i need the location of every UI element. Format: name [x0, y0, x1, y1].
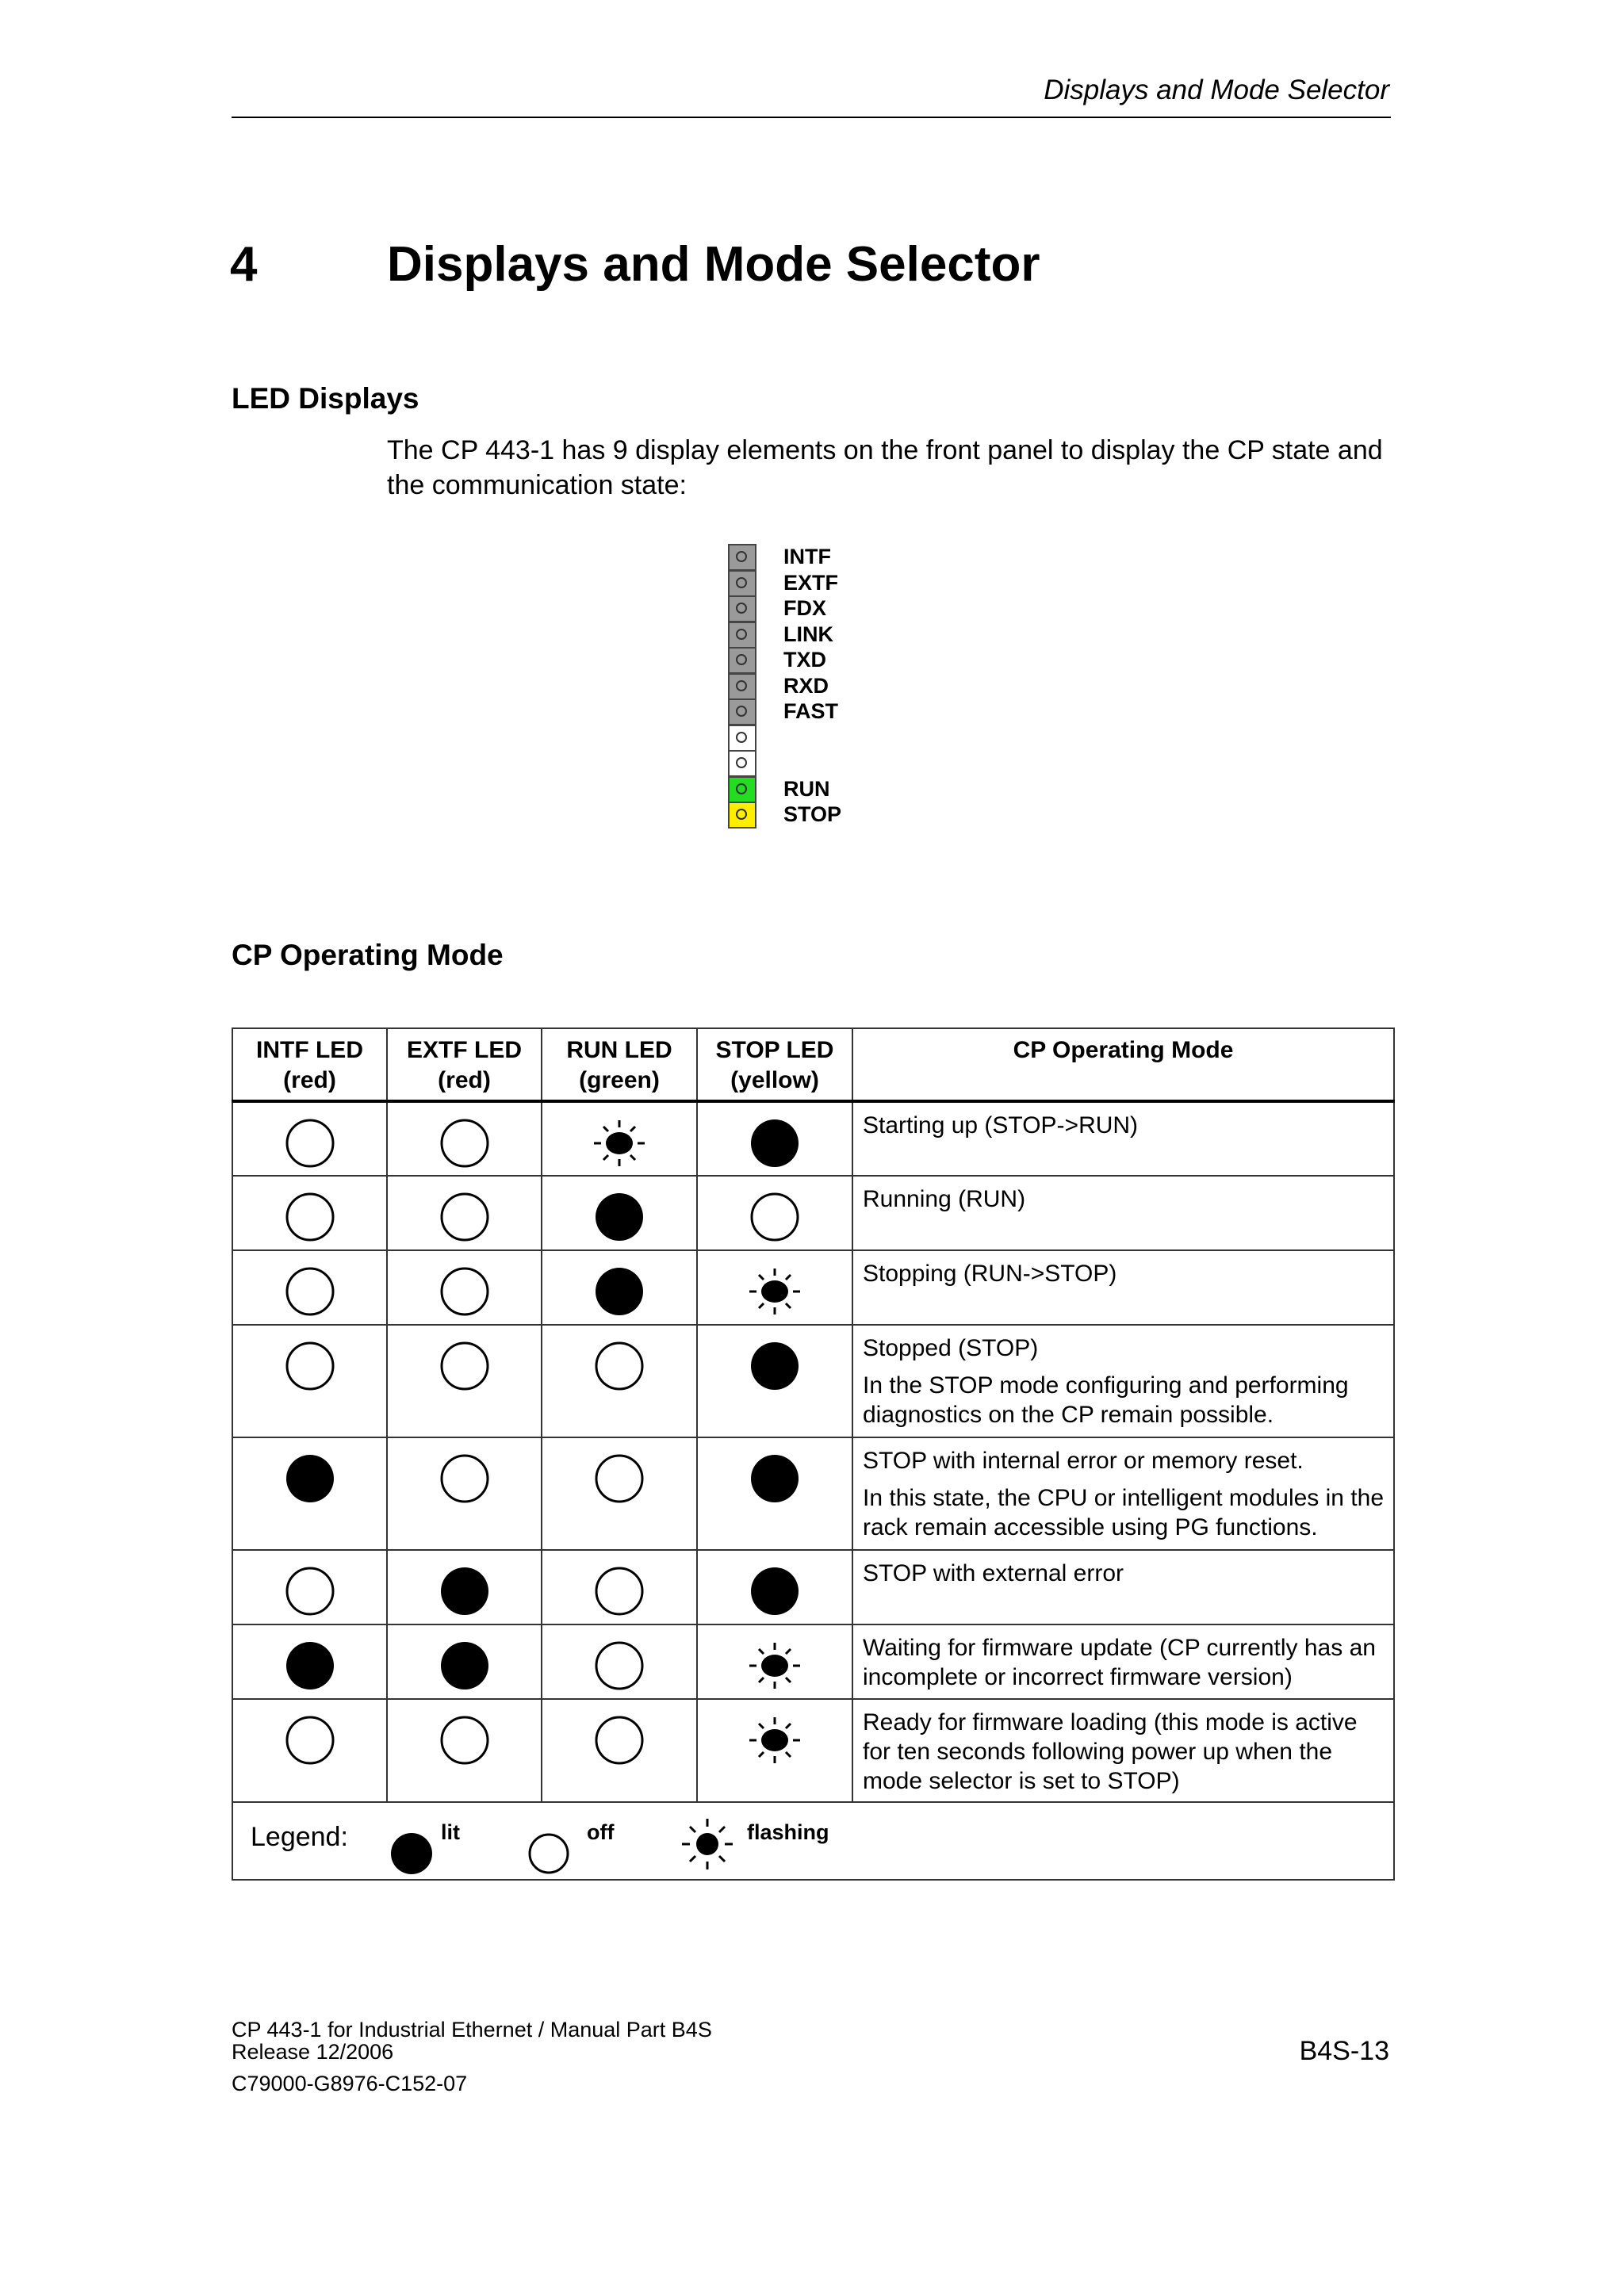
led-off-icon [439, 1452, 491, 1505]
operating-mode-description [852, 1624, 1394, 1699]
header-extf-led: EXTF LED (red) [387, 1028, 542, 1101]
intf-led-cell [232, 1101, 387, 1176]
led-lit-icon [749, 1340, 801, 1392]
led-off-icon [284, 1714, 336, 1766]
legend [232, 1802, 1394, 1880]
legend-flashing-label: flashing [747, 1820, 829, 1844]
led-off-icon [593, 1640, 645, 1692]
led-displays-heading: LED Displays [232, 382, 419, 415]
led-indicator [728, 544, 756, 571]
legend-off-label: off [587, 1820, 615, 1844]
legend-title: Legend: [251, 1822, 348, 1852]
led-lit-icon [439, 1565, 491, 1617]
led-label: RUN [783, 776, 830, 801]
chapter-number: 4 [230, 237, 258, 292]
led-off-icon [284, 1340, 336, 1392]
led-off-icon [439, 1714, 491, 1766]
description-line: Starting up (STOP->RUN) [863, 1112, 1139, 1138]
led-lit-icon [284, 1640, 336, 1692]
led-lamp-icon [736, 809, 747, 820]
led-lamp-icon [736, 680, 747, 691]
led-indicator [728, 647, 756, 674]
stop-led-cell [697, 1624, 852, 1699]
header-rule [232, 117, 1391, 118]
footer-manual-title: CP 443-1 for Industrial Ethernet / Manual Part B4S [232, 2018, 712, 2042]
led-lamp-icon [736, 783, 747, 794]
led-off-icon [284, 1117, 336, 1169]
led-flashing-icon [743, 1265, 806, 1318]
led-lamp-icon [736, 629, 747, 640]
intf-led-cell [232, 1699, 387, 1802]
footer-release: Release 12/2006 [232, 2040, 394, 2064]
table-row [232, 1176, 1394, 1250]
table-header-row [232, 1028, 1394, 1101]
led-lamp-icon [736, 603, 747, 614]
description-line: Stopping (RUN->STOP) [863, 1261, 1117, 1287]
led-indicator [728, 750, 756, 777]
run-led-cell [542, 1325, 697, 1437]
led-flashing-icon [588, 1117, 651, 1169]
description-line: Running (RUN) [863, 1186, 1026, 1212]
legend-lit-label: lit [441, 1820, 460, 1844]
led-off-icon [439, 1265, 491, 1318]
led-label: RXD [783, 673, 829, 698]
description-line: STOP with internal error or memory reset. [863, 1448, 1304, 1474]
led-lamp-icon [736, 706, 747, 717]
legend-row [232, 1802, 1394, 1880]
led-indicator [728, 725, 756, 752]
stop-led-cell [697, 1699, 852, 1802]
led-indicator [728, 673, 756, 700]
run-led-cell [542, 1101, 697, 1176]
extf-led-cell [387, 1250, 542, 1325]
led-flashing-icon [743, 1714, 806, 1766]
description-line: Stopped (STOP) [863, 1335, 1039, 1361]
intf-led-cell [232, 1624, 387, 1699]
led-indicator [728, 802, 756, 828]
extf-led-cell [387, 1624, 542, 1699]
operating-mode-description [852, 1699, 1394, 1802]
header-run-led: RUN LED (green) [542, 1028, 697, 1101]
led-lit-icon [749, 1565, 801, 1617]
stop-led-cell [697, 1325, 852, 1437]
running-header: Displays and Mode Selector [1044, 75, 1389, 105]
led-indicator [728, 776, 756, 803]
operating-mode-description [852, 1101, 1394, 1176]
led-lamp-icon [736, 732, 747, 743]
stop-led-cell [697, 1437, 852, 1550]
led-label: TXD [783, 648, 826, 672]
led-intro-paragraph: The CP 443-1 has 9 display elements on the front panel to display the CP state and the communication state: [387, 435, 1383, 500]
led-off-icon [593, 1714, 645, 1766]
led-lit-icon [439, 1640, 491, 1692]
table-row [232, 1550, 1394, 1624]
intf-led-cell [232, 1550, 387, 1624]
extf-led-cell [387, 1699, 542, 1802]
intf-led-cell [232, 1437, 387, 1550]
operating-mode-table [232, 1027, 1395, 1881]
led-lit-icon [749, 1452, 801, 1505]
legend-lit-icon [388, 1830, 435, 1881]
led-lamp-icon [736, 577, 747, 588]
led-off-icon [284, 1565, 336, 1617]
led-off-icon [284, 1191, 336, 1243]
intf-led-cell [232, 1176, 387, 1250]
operating-mode-description [852, 1550, 1394, 1624]
table-row [232, 1437, 1394, 1550]
table-row [232, 1699, 1394, 1802]
extf-led-cell [387, 1550, 542, 1624]
led-off-icon [439, 1117, 491, 1169]
table-row [232, 1250, 1394, 1325]
operating-mode-description [852, 1250, 1394, 1325]
led-indicator [728, 595, 756, 622]
run-led-cell [542, 1699, 697, 1802]
led-label: FDX [783, 596, 826, 620]
stop-led-cell [697, 1101, 852, 1176]
legend-off-icon [525, 1830, 573, 1881]
led-indicator [728, 570, 756, 597]
intf-led-cell [232, 1325, 387, 1437]
header-intf-led: INTF LED (red) [232, 1028, 387, 1101]
led-lamp-icon [736, 551, 747, 562]
intf-led-cell [232, 1250, 387, 1325]
led-label: FAST [783, 699, 839, 723]
run-led-cell [542, 1550, 697, 1624]
extf-led-cell [387, 1437, 542, 1550]
run-led-cell [542, 1176, 697, 1250]
operating-mode-description [852, 1176, 1394, 1250]
led-off-icon [593, 1565, 645, 1617]
led-off-icon [749, 1191, 801, 1243]
extf-led-cell [387, 1101, 542, 1176]
run-led-cell [542, 1437, 697, 1550]
led-lit-icon [593, 1191, 645, 1243]
led-label: INTF [783, 545, 831, 568]
legend-flashing-icon [676, 1812, 739, 1880]
led-off-icon [439, 1191, 491, 1243]
cp-operating-mode-heading: CP Operating Mode [232, 939, 504, 971]
led-label: EXTF [783, 570, 839, 595]
extf-led-cell [387, 1176, 542, 1250]
led-flashing-icon [743, 1640, 806, 1692]
stop-led-cell [697, 1176, 852, 1250]
stop-led-cell [697, 1250, 852, 1325]
description-line: In this state, the CPU or intelligent modules in the rack remain accessible using PG functions. [863, 1485, 1385, 1540]
footer-order-number: C79000-G8976-C152-07 [232, 2072, 468, 2095]
led-off-icon [593, 1452, 645, 1505]
led-off-icon [284, 1265, 336, 1318]
led-off-icon [439, 1340, 491, 1392]
operating-mode-description [852, 1437, 1394, 1550]
table-row [232, 1624, 1394, 1699]
led-lit-icon [749, 1117, 801, 1169]
led-label: LINK [783, 622, 833, 646]
description-line: Ready for firmware loading (this mode is active for ten seconds following power up when the mode selector is set to STOP) [863, 1709, 1358, 1794]
table-row [232, 1325, 1394, 1437]
led-indicator [728, 622, 756, 649]
header-cp-operating-mode: CP Operating Mode [852, 1028, 1394, 1101]
led-lit-icon [593, 1265, 645, 1318]
led-off-icon [593, 1340, 645, 1392]
table-row [232, 1101, 1394, 1176]
led-indicator [728, 698, 756, 725]
page-number: B4S-13 [1299, 2036, 1389, 2066]
stop-led-cell [697, 1550, 852, 1624]
description-line: In the STOP mode configuring and performing diagnostics on the CP remain possible. [863, 1372, 1349, 1428]
led-label: STOP [783, 802, 842, 826]
description-line: STOP with external error [863, 1560, 1124, 1586]
led-lit-icon [284, 1452, 336, 1505]
extf-led-cell [387, 1325, 542, 1437]
run-led-cell [542, 1624, 697, 1699]
led-lamp-icon [736, 654, 747, 665]
chapter-title: Displays and Mode Selector [387, 237, 1040, 292]
header-stop-led: STOP LED (yellow) [697, 1028, 852, 1101]
operating-mode-description [852, 1325, 1394, 1437]
run-led-cell [542, 1250, 697, 1325]
description-line: Waiting for firmware update (CP currently has an incomplete or incorrect firmware version) [863, 1635, 1376, 1690]
led-lamp-icon [736, 757, 747, 768]
